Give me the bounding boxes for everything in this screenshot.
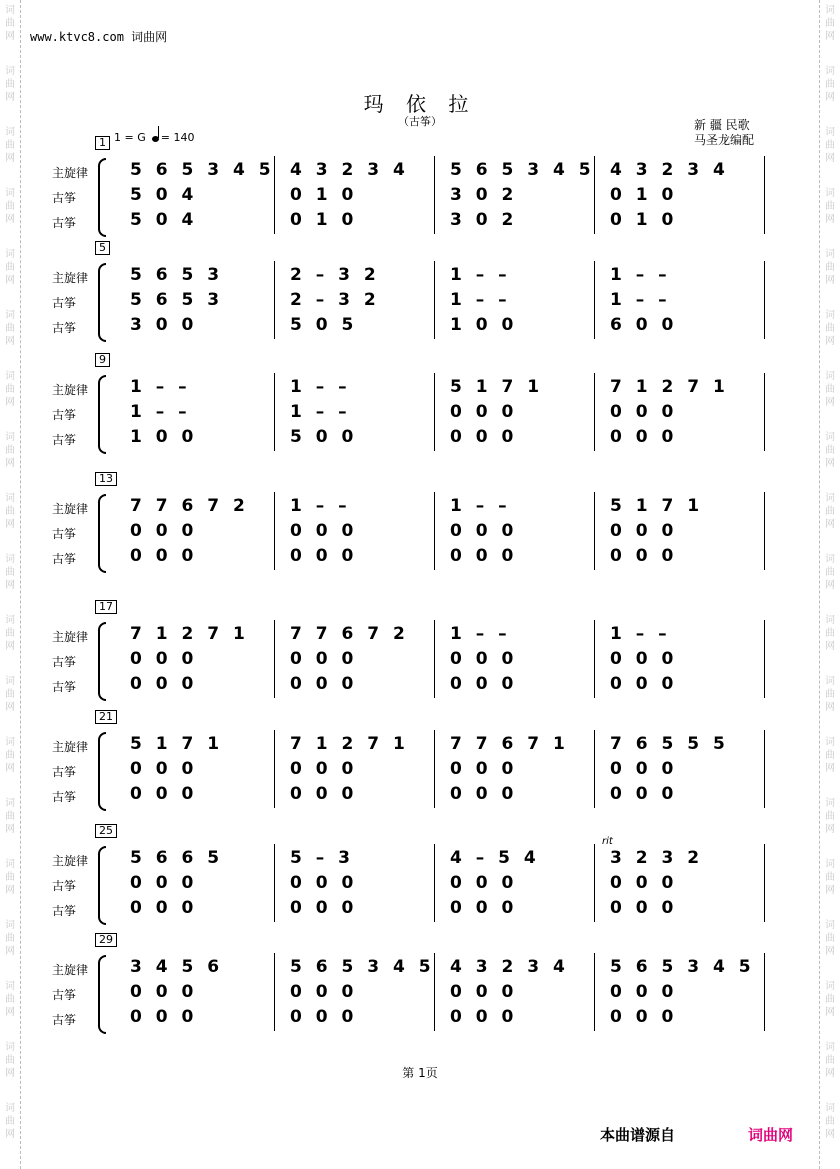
measure-notes: 1 – – <box>130 377 188 397</box>
measure-number: 13 <box>95 472 117 486</box>
staff-label: 古筝 <box>52 1013 77 1027</box>
measure-notes: 6 0 0 <box>610 315 675 335</box>
watermark-text: 词曲网 <box>825 310 835 347</box>
credit-origin: 新 疆 民歌 <box>694 118 750 132</box>
barline <box>434 156 435 234</box>
system-bracket <box>98 494 106 573</box>
barline <box>594 953 595 1031</box>
measure-notes: 1 – – <box>610 290 668 310</box>
watermark-text: 词曲网 <box>5 859 15 896</box>
measure-notes: 3 2 3 2 <box>610 848 701 868</box>
measure-notes: 5 0 4 <box>130 185 195 205</box>
measure-notes: 0 0 0 <box>290 1007 355 1027</box>
measure-notes: 1 – – <box>610 624 668 644</box>
measure-notes: 1 0 0 <box>450 315 515 335</box>
measure-notes: 0 0 0 <box>450 649 515 669</box>
watermark-text: 词曲网 <box>825 676 835 713</box>
measure-notes: 0 0 0 <box>450 982 515 1002</box>
measure-notes: 0 0 0 <box>610 1007 675 1027</box>
measure-notes: 0 0 0 <box>450 873 515 893</box>
barline <box>594 261 595 339</box>
staff-label: 古筝 <box>52 408 77 422</box>
staff-label: 古筝 <box>52 527 77 541</box>
measure-notes: 0 0 0 <box>610 784 675 804</box>
barline <box>594 156 595 234</box>
measure-notes: 7 1 2 7 1 <box>130 624 246 644</box>
measure-notes: 0 0 0 <box>130 784 195 804</box>
measure-notes: 0 0 0 <box>610 546 675 566</box>
measure-notes: 0 0 0 <box>290 784 355 804</box>
barline <box>594 492 595 570</box>
watermark-text: 词曲网 <box>5 493 15 530</box>
staff-label: 主旋律 <box>52 740 89 754</box>
measure-notes: 1 0 0 <box>130 427 195 447</box>
measure-notes: 0 0 0 <box>130 674 195 694</box>
measure-notes: 0 0 0 <box>130 982 195 1002</box>
staff-label: 主旋律 <box>52 630 89 644</box>
staff-label: 古筝 <box>52 765 77 779</box>
barline <box>764 373 765 451</box>
measure-notes: 5 1 7 1 <box>130 734 221 754</box>
staff-label: 主旋律 <box>52 854 89 868</box>
watermark-text: 词曲网 <box>825 1042 835 1079</box>
watermark-text: 词曲网 <box>825 249 835 286</box>
watermark-text: 词曲网 <box>5 798 15 835</box>
watermark-text: 词曲网 <box>5 554 15 591</box>
measure-notes: 4 3 2 3 4 <box>450 957 566 977</box>
barline <box>434 730 435 808</box>
measure-notes: 0 1 0 <box>610 210 675 230</box>
staff-label: 主旋律 <box>52 963 89 977</box>
measure-notes: 0 1 0 <box>290 210 355 230</box>
system-bracket <box>98 846 106 925</box>
measure-notes: 0 0 0 <box>290 759 355 779</box>
barline <box>274 844 275 922</box>
measure-notes: 1 – – <box>450 265 508 285</box>
measure-notes: 7 7 6 7 2 <box>290 624 406 644</box>
measure-notes: 0 0 0 <box>610 982 675 1002</box>
barline <box>274 953 275 1031</box>
watermark-text: 词曲网 <box>5 615 15 652</box>
measure-notes: 5 1 7 1 <box>450 377 541 397</box>
measure-notes: 0 0 0 <box>610 873 675 893</box>
measure-notes: 1 – – <box>290 496 348 516</box>
watermark-text: 词曲网 <box>5 920 15 957</box>
measure-notes: 0 0 0 <box>290 873 355 893</box>
staff-label: 古筝 <box>52 552 77 566</box>
watermark-text: 词曲网 <box>5 371 15 408</box>
measure-notes: 2 – 3 2 <box>290 265 377 285</box>
barline <box>764 620 765 698</box>
watermark-text: 词曲网 <box>5 5 15 42</box>
measure-notes: 5 6 5 3 4 5 <box>450 160 592 180</box>
measure-notes: 7 7 6 7 1 <box>450 734 566 754</box>
measure-notes: 0 0 0 <box>450 784 515 804</box>
measure-notes: 5 0 0 <box>290 427 355 447</box>
measure-notes: 0 0 0 <box>610 649 675 669</box>
barline <box>594 373 595 451</box>
measure-notes: 4 3 2 3 4 <box>290 160 406 180</box>
watermark-text: 词曲网 <box>825 737 835 774</box>
measure-notes: 5 6 5 3 4 5 <box>290 957 432 977</box>
measure-notes: 7 7 6 7 2 <box>130 496 246 516</box>
watermark-text: 词曲网 <box>5 432 15 469</box>
measure-notes: 1 – – <box>450 496 508 516</box>
watermark-text: 词曲网 <box>5 66 15 103</box>
watermark-text: 词曲网 <box>825 615 835 652</box>
measure-notes: 0 0 0 <box>450 546 515 566</box>
system-bracket <box>98 622 106 701</box>
barline <box>274 156 275 234</box>
measure-number: 1 <box>95 136 110 150</box>
measure-notes: 1 – – <box>450 290 508 310</box>
watermark-text: 词曲网 <box>825 981 835 1018</box>
barline <box>764 844 765 922</box>
staff-label: 古筝 <box>52 216 77 230</box>
tempo-value: = 140 <box>160 131 195 144</box>
measure-notes: 0 1 0 <box>610 185 675 205</box>
measure-notes: 3 0 2 <box>450 210 515 230</box>
staff-label: 主旋律 <box>52 271 89 285</box>
measure-notes: 0 0 0 <box>610 759 675 779</box>
watermark-text: 词曲网 <box>5 1042 15 1079</box>
measure-number: 29 <box>95 933 117 947</box>
measure-notes: 0 0 0 <box>450 759 515 779</box>
barline <box>594 844 595 922</box>
watermark-text: 词曲网 <box>825 432 835 469</box>
watermark-text: 词曲网 <box>825 127 835 164</box>
barline <box>594 620 595 698</box>
barline <box>434 492 435 570</box>
measure-notes: 0 0 0 <box>130 1007 195 1027</box>
measure-notes: 0 0 0 <box>130 521 195 541</box>
staff-label: 古筝 <box>52 191 77 205</box>
measure-number: 17 <box>95 600 117 614</box>
watermark-text: 词曲网 <box>825 920 835 957</box>
measure-number: 21 <box>95 710 117 724</box>
barline <box>274 261 275 339</box>
watermark-text: 词曲网 <box>825 1103 835 1140</box>
measure-notes: 7 1 2 7 1 <box>290 734 406 754</box>
system-bracket <box>98 375 106 454</box>
watermark-text: 词曲网 <box>5 249 15 286</box>
measure-notes: 3 0 0 <box>130 315 195 335</box>
staff-label: 古筝 <box>52 904 77 918</box>
measure-notes: 4 – 5 4 <box>450 848 537 868</box>
measure-notes: 0 0 0 <box>290 982 355 1002</box>
watermark-text: 词曲网 <box>5 127 15 164</box>
measure-notes: 1 – – <box>290 377 348 397</box>
system-bracket <box>98 158 106 237</box>
score-system <box>0 710 840 814</box>
staff-label: 主旋律 <box>52 383 89 397</box>
page-title: 玛 依 拉 <box>363 92 477 116</box>
measure-notes: 3 0 2 <box>450 185 515 205</box>
system-bracket <box>98 263 106 342</box>
measure-notes: 1 – – <box>450 624 508 644</box>
system-bracket <box>98 955 106 1034</box>
measure-notes: 1 – – <box>130 402 188 422</box>
system-bracket <box>98 732 106 811</box>
measure-notes: 5 6 6 5 <box>130 848 221 868</box>
barline <box>274 492 275 570</box>
staff-label: 古筝 <box>52 655 77 669</box>
measure-notes: 0 0 0 <box>610 521 675 541</box>
measure-notes: 0 0 0 <box>450 402 515 422</box>
watermark-text: 词曲网 <box>5 310 15 347</box>
barline <box>434 953 435 1031</box>
barline <box>274 373 275 451</box>
watermark-text: 词曲网 <box>5 188 15 225</box>
subtitle: （古筝） <box>398 115 442 128</box>
watermark-text: 词曲网 <box>825 859 835 896</box>
staff-label: 古筝 <box>52 680 77 694</box>
measure-notes: 5 0 5 <box>290 315 355 335</box>
score-system <box>0 824 840 928</box>
staff-label: 主旋律 <box>52 166 89 180</box>
measure-notes: 5 6 5 3 4 5 <box>130 160 272 180</box>
watermark-text: 词曲网 <box>5 1103 15 1140</box>
watermark-text: 词曲网 <box>825 66 835 103</box>
measure-notes: 0 0 0 <box>610 674 675 694</box>
measure-notes: 0 0 0 <box>290 546 355 566</box>
measure-number: 25 <box>95 824 117 838</box>
measure-notes: 0 0 0 <box>290 521 355 541</box>
measure-notes: 0 0 0 <box>610 402 675 422</box>
measure-notes: 0 0 0 <box>130 649 195 669</box>
measure-notes: 0 0 0 <box>450 1007 515 1027</box>
measure-notes: 0 0 0 <box>130 873 195 893</box>
measure-notes: 0 0 0 <box>290 674 355 694</box>
barline <box>274 730 275 808</box>
measure-notes: 0 0 0 <box>450 674 515 694</box>
staff-label: 古筝 <box>52 321 77 335</box>
barline <box>764 156 765 234</box>
brand-link[interactable]: 词曲网 <box>748 1126 794 1144</box>
watermark-text: 词曲网 <box>5 737 15 774</box>
staff-label: 古筝 <box>52 790 77 804</box>
credit-arranger: 马圣龙编配 <box>694 133 755 147</box>
barline <box>594 730 595 808</box>
measure-number: 9 <box>95 353 110 367</box>
watermark-text: 词曲网 <box>825 493 835 530</box>
score-system <box>0 353 840 457</box>
measure-notes: 0 0 0 <box>130 898 195 918</box>
barline <box>434 261 435 339</box>
barline <box>764 492 765 570</box>
measure-notes: 5 0 4 <box>130 210 195 230</box>
watermark-text: 词曲网 <box>5 676 15 713</box>
barline <box>434 620 435 698</box>
measure-notes: 5 6 5 3 <box>130 290 221 310</box>
measure-notes: 5 6 5 3 4 5 <box>610 957 752 977</box>
score-system <box>0 241 840 345</box>
measure-notes: 1 – – <box>610 265 668 285</box>
score-system <box>0 472 840 576</box>
measure-notes: 7 1 2 7 1 <box>610 377 726 397</box>
watermark-text: 词曲网 <box>825 371 835 408</box>
measure-notes: 4 3 2 3 4 <box>610 160 726 180</box>
key-label: 1 = G <box>114 131 146 144</box>
staff-label: 古筝 <box>52 296 77 310</box>
barline <box>764 730 765 808</box>
barline <box>274 620 275 698</box>
score-system <box>0 933 840 1037</box>
measure-notes: 0 0 0 <box>610 427 675 447</box>
barline <box>764 261 765 339</box>
measure-notes: 0 0 0 <box>450 898 515 918</box>
staff-label: 主旋律 <box>52 502 89 516</box>
staff-label: 古筝 <box>52 988 77 1002</box>
page-number: 第 1页 <box>402 1066 438 1080</box>
score-system <box>0 600 840 704</box>
measure-notes: 5 6 5 3 <box>130 265 221 285</box>
staff-label: 古筝 <box>52 879 77 893</box>
measure-notes: 0 0 0 <box>450 427 515 447</box>
measure-notes: 0 0 0 <box>290 649 355 669</box>
measure-notes: 0 0 0 <box>130 546 195 566</box>
watermark-text: 词曲网 <box>5 981 15 1018</box>
barline <box>434 373 435 451</box>
measure-notes: 5 – 3 <box>290 848 351 868</box>
watermark-text: 词曲网 <box>825 188 835 225</box>
barline <box>434 844 435 922</box>
measure-notes: 0 0 0 <box>290 898 355 918</box>
site-url[interactable]: www.ktvc8.com 词曲网 <box>30 30 168 44</box>
measure-notes: 3 4 5 6 <box>130 957 221 977</box>
measure-notes: 7 6 5 5 5 <box>610 734 726 754</box>
measure-notes: 5 1 7 1 <box>610 496 701 516</box>
barline <box>764 953 765 1031</box>
watermark-text: 词曲网 <box>825 798 835 835</box>
measure-notes: 1 – – <box>290 402 348 422</box>
measure-notes: 0 0 0 <box>130 759 195 779</box>
measure-notes: 0 0 0 <box>450 521 515 541</box>
measure-number: 5 <box>95 241 110 255</box>
watermark-text: 词曲网 <box>825 554 835 591</box>
source-label: 本曲谱源自 <box>600 1126 676 1144</box>
watermark-text: 词曲网 <box>825 5 835 42</box>
staff-label: 古筝 <box>52 433 77 447</box>
measure-notes: 2 – 3 2 <box>290 290 377 310</box>
rit-mark: rit <box>602 836 613 847</box>
measure-notes: 0 1 0 <box>290 185 355 205</box>
measure-notes: 0 0 0 <box>610 898 675 918</box>
